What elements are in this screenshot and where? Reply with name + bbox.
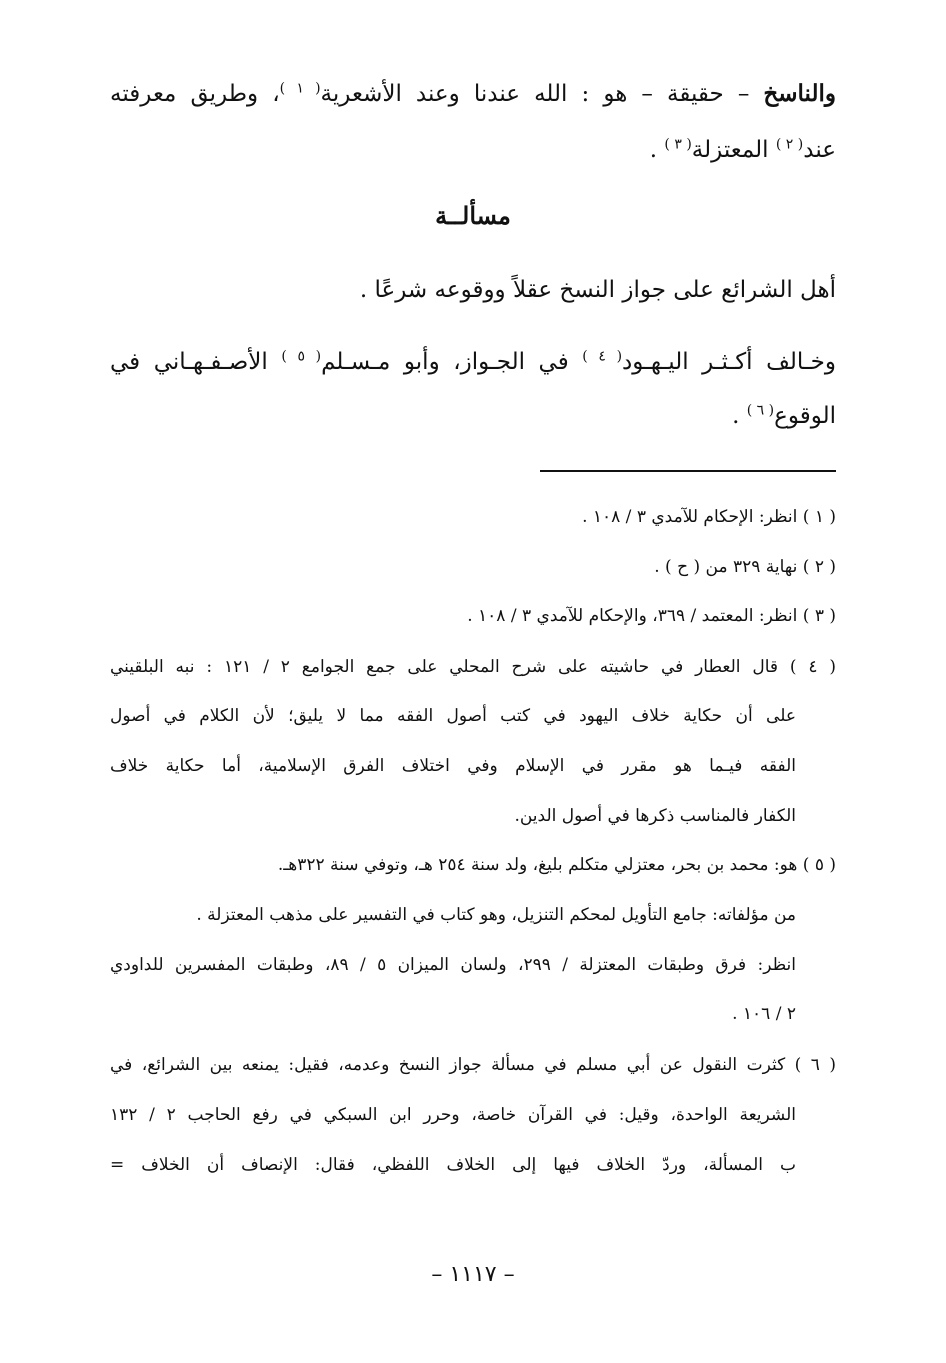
footnote-4-line-2: على أن حكاية خلاف اليهود في كتب أصول الفقه مما لا يليق؛ لأن الكلام في أصول: [110, 706, 796, 726]
footnote-5-line-1: ( ٥ ) هو: محمد بن بحر، معتزلي متكلم بليغ، ولد سنة ٢٥٤ هـ، وتوفي سنة ٣٢٢هـ.: [277, 855, 836, 875]
footnote-ref-2[interactable]: ( ٢ ): [775, 136, 804, 153]
body-text: وخـالف أكـثـر اليـهـود: [622, 349, 836, 375]
body-text: ، وطريق معرفته: [110, 81, 280, 107]
footnote-4-line-1: ( ٤ ) قال العطار في حاشيته على شرح المحلي على جمع الجوامع ٢ / ١٢١ : نبه البلقيني: [110, 657, 836, 677]
body-text: .: [649, 137, 665, 163]
body-text: عند: [803, 137, 836, 163]
body-text: – حقيقة – هو : الله عندنا وعند الأشعرية: [320, 81, 764, 107]
body-text: في الجـواز، وأبو مـسـلم: [321, 349, 583, 375]
footnote-4-line-3: الفقه فيـما هو مقرر في الإسلام وفي اختلاف الفرق الإسلامية، أما حكاية خلاف: [110, 756, 796, 776]
footnote-6-line-2: الشريعة الواحدة، وقيل: في القرآن خاصة، وحرر ابن السبكي في رفع الحاجب ٢ / ١٣٢: [110, 1105, 796, 1125]
footnote-2: ( ٢ ) نهاية ٣٢٩ من ( ح ) .: [654, 557, 836, 577]
body-text: .: [732, 403, 747, 429]
body-text: الوقوع: [774, 403, 836, 429]
footnote-ref-5[interactable]: ( ٥ ): [281, 348, 322, 365]
footnote-ref-6[interactable]: ( ٦ ): [746, 402, 775, 419]
page-number: – ١١١٧ –: [431, 1262, 515, 1287]
footnote-6-line-1: ( ٦ ) كثرت النقول عن أبي مسلم في مسألة جواز النسخ وعدمه، فقيل: يمنعه بين الشرائع، في: [110, 1055, 836, 1075]
footnote-separator: [540, 470, 836, 472]
footnote-6-line-3: ب المسألة، وردّ الخلاف فيها إلى الخلاف اللفظي، فقال: الإنصاف أن الخلاف =: [110, 1155, 796, 1175]
footnote-5-line-4: ٢ / ١٠٦ .: [732, 1004, 796, 1024]
body-paragraph-2-line-2: [110, 398, 836, 434]
body-paragraph-1: أهل الشرائع على جواز النسخ عقلاً ووقوعه شرعًا .: [359, 277, 836, 303]
body-line-2: [110, 132, 836, 168]
footnote-ref-3[interactable]: ( ٣ ): [664, 136, 692, 153]
footnote-5-line-2: من مؤلفاته: جامع التأويل لمحكم التنزيل، وهو كتاب في التفسير على مذهب المعتزلة .: [196, 905, 796, 925]
footnote-ref-1[interactable]: ( ١ ): [279, 80, 321, 97]
footnote-5-line-3: انظر: فرق وطبقات المعتزلة / ٢٩٩، ولسان الميزان ٥ / ٨٩، وطبقات المفسرين للداودي: [110, 955, 796, 975]
footnote-4-line-4: الكفار فالمناسب ذكرها في أصول الدين.: [514, 806, 796, 826]
footnote-ref-4[interactable]: ( ٤ ): [582, 348, 623, 365]
body-paragraph-2-line-1: [110, 344, 836, 380]
body-line-1: [110, 76, 836, 112]
body-text: المعتزلة: [691, 137, 776, 163]
section-heading: مسألــة: [435, 201, 511, 230]
term-nasikh: والناسخ: [763, 80, 836, 107]
footnote-3: ( ٣ ) انظر: المعتمد / ٣٦٩، والإحكام للآمدي ٣ / ١٠٨ .: [467, 606, 836, 626]
footnote-1: ( ١ ) انظر: الإحكام للآمدي ٣ / ١٠٨ .: [582, 507, 836, 527]
body-text: الأصـفـهـاني في: [110, 349, 282, 375]
